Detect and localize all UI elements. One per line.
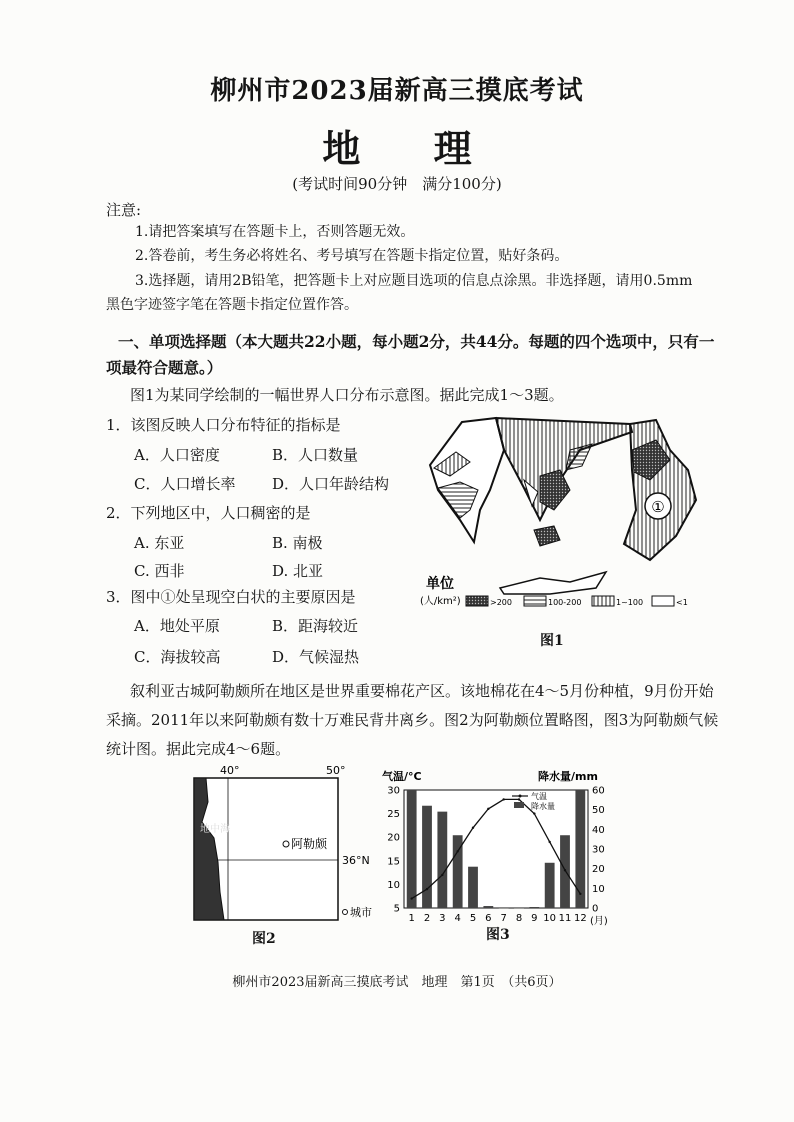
precip-bar (560, 835, 570, 908)
legend-label-lt1: <1 (676, 598, 688, 607)
y-left-tick: 20 (387, 832, 400, 844)
question-2-option-b: B. 南极 (272, 534, 323, 552)
notice-item: 2.答卷前，考生务必将姓名、考号填写在答题卡指定位置，贴好条码。 (135, 248, 569, 264)
page-footer: 柳州市2023届新高三摸底考试 地理 第1页 （共6页） (232, 975, 562, 990)
legend-label-gt200: >200 (490, 598, 512, 607)
figure-3-caption: 图3 (486, 927, 510, 943)
y-left-label: 气温/°C (382, 770, 422, 783)
intro-4-6-line3: 统计图。据此完成4～6题。 (106, 740, 291, 758)
x-tick: 8 (515, 913, 523, 924)
x-tick: 9 (531, 913, 538, 924)
question-3-option-d: D．气候湿热 (272, 648, 360, 666)
question-3-option-b: B．距海较近 (272, 617, 359, 635)
question-3-option-a: A．地处平原 (134, 617, 220, 635)
figure-1-caption: 图1 (540, 633, 564, 649)
precip-bar (499, 908, 509, 909)
question-2-option-c: C. 西非 (134, 562, 185, 580)
precip-bar (514, 908, 524, 909)
question-3-option-c: C．海拔较高 (134, 648, 221, 666)
intro-1-3: 图1为某同学绘制的一幅世界人口分布示意图。据此完成1～3题。 (130, 386, 564, 404)
precip-bar (468, 867, 478, 908)
question-1-option-b: B．人口数量 (272, 446, 359, 464)
y-right-tick: 60 (592, 785, 605, 797)
notice-item: 黑色字迹签字笔在答题卡指定位置作答。 (106, 297, 358, 313)
x-tick: 5 (469, 913, 477, 924)
notice-item: 3.选择题，请用2B铅笔，把答题卡上对应题目选项的信息点涂黑。非选择题，请用0.5mm (135, 273, 693, 289)
x-tick: 3 (439, 913, 446, 924)
x-tick: 4 (454, 913, 461, 924)
legend-precip-label: 降水量 (531, 802, 555, 811)
exam-info: (考试时间90分钟 满分100分) (292, 175, 502, 193)
figure-2-legend-city-icon (343, 910, 348, 915)
figure-1-legend-title: 单位 (426, 576, 454, 592)
notice-item: 1.请把答案填写在答题卡上，否则答题无效。 (135, 224, 415, 240)
question-3-stem: 3．图中①处呈现空白状的主要原因是 (106, 588, 356, 606)
x-tick: 1 (408, 913, 415, 924)
question-1-option-a: A．人口密度 (134, 446, 220, 464)
subject-title: 地 理 (322, 126, 502, 171)
figure-2-legend-city: 城市 (350, 906, 372, 919)
figure-3-climate-chart (376, 766, 616, 926)
y-left-tick: 25 (387, 809, 400, 821)
y-right-tick: 40 (592, 824, 605, 836)
y-right-tick: 0 (592, 903, 599, 915)
x-tick: 2 (423, 913, 431, 924)
precip-bar (407, 790, 417, 908)
aleppo-marker (283, 841, 289, 847)
question-1-option-c: C．人口增长率 (134, 475, 236, 493)
precip-bar (422, 806, 432, 908)
y-left-tick: 5 (393, 903, 400, 915)
question-1-option-d: D．人口年龄结构 (272, 475, 390, 493)
intro-4-6-line2: 采摘。2011年以来阿勒颇有数十万难民背井离乡。图2为阿勒颇位置略图，图3为阿勒颇气候 (106, 711, 719, 729)
figure-2-caption: 图2 (252, 931, 276, 947)
figure-2-lon-right: 50° (326, 764, 346, 777)
section-heading: 一、单项选择题（本大题共22小题，每小题2分，共44分。每题的四个选项中，只有一 (118, 332, 715, 351)
figure-2-lon-left: 40° (220, 764, 240, 777)
intro-4-6-line1: 叙利亚古城阿勒颇所在地区是世界重要棉花产区。该地棉花在4～5月份种植，9月份开始 (130, 682, 714, 700)
legend-label-1-100: 1~100 (616, 598, 644, 607)
question-2-option-d: D. 北亚 (272, 562, 324, 580)
question-2-stem: 2．下列地区中，人口稠密的是 (106, 504, 311, 522)
x-tick: 11 (558, 913, 572, 924)
x-tick: 6 (485, 913, 492, 924)
y-left-tick: 10 (387, 879, 400, 891)
legend-swatch-lt1 (652, 596, 674, 606)
precip-bar (437, 812, 447, 908)
legend-temp-label: 气温 (531, 792, 547, 801)
y-right-label: 降水量/mm (538, 770, 598, 783)
figure-2-location-map (188, 762, 372, 930)
question-2-option-a: A. 东亚 (134, 534, 185, 552)
y-left-tick: 30 (387, 785, 400, 797)
y-right-tick: 30 (592, 844, 605, 856)
question-1-stem: 1．该图反映人口分布特征的指标是 (106, 416, 341, 434)
precip-bar (529, 907, 539, 908)
x-tick: 10 (543, 913, 557, 924)
y-right-tick: 50 (592, 805, 605, 817)
y-right-tick: 10 (592, 883, 605, 895)
figure-2-sea-label: 地中海 (200, 824, 230, 835)
exam-title: 柳州市2023届新高三摸底考试 (210, 76, 584, 106)
legend-label-100-200: 100-200 (548, 598, 582, 607)
figure-1-marker: ① (651, 498, 665, 516)
precip-bar (545, 863, 555, 908)
x-unit-label: (月) (590, 916, 608, 927)
figure-2-lat-label: 36°N (342, 854, 370, 867)
notice-heading: 注意: (106, 201, 142, 219)
legend-swatch-gt200 (466, 596, 488, 606)
figure-2-city-label: 阿勒颇 (291, 837, 328, 851)
precip-bar (575, 790, 585, 908)
legend-swatch-100-200 (524, 596, 546, 606)
figure-1-legend-unit: (人/km²) (420, 596, 461, 607)
y-left-tick: 15 (387, 856, 400, 868)
legend-swatch-1-100 (592, 596, 614, 606)
legend-precip-swatch (514, 802, 524, 808)
x-tick: 7 (500, 913, 507, 924)
figure-1-population-map (420, 410, 720, 650)
y-right-tick: 20 (592, 864, 605, 876)
precip-bar (483, 906, 493, 908)
section-heading-cont: 项最符合题意。） (106, 358, 223, 377)
x-tick: 12 (573, 913, 587, 924)
